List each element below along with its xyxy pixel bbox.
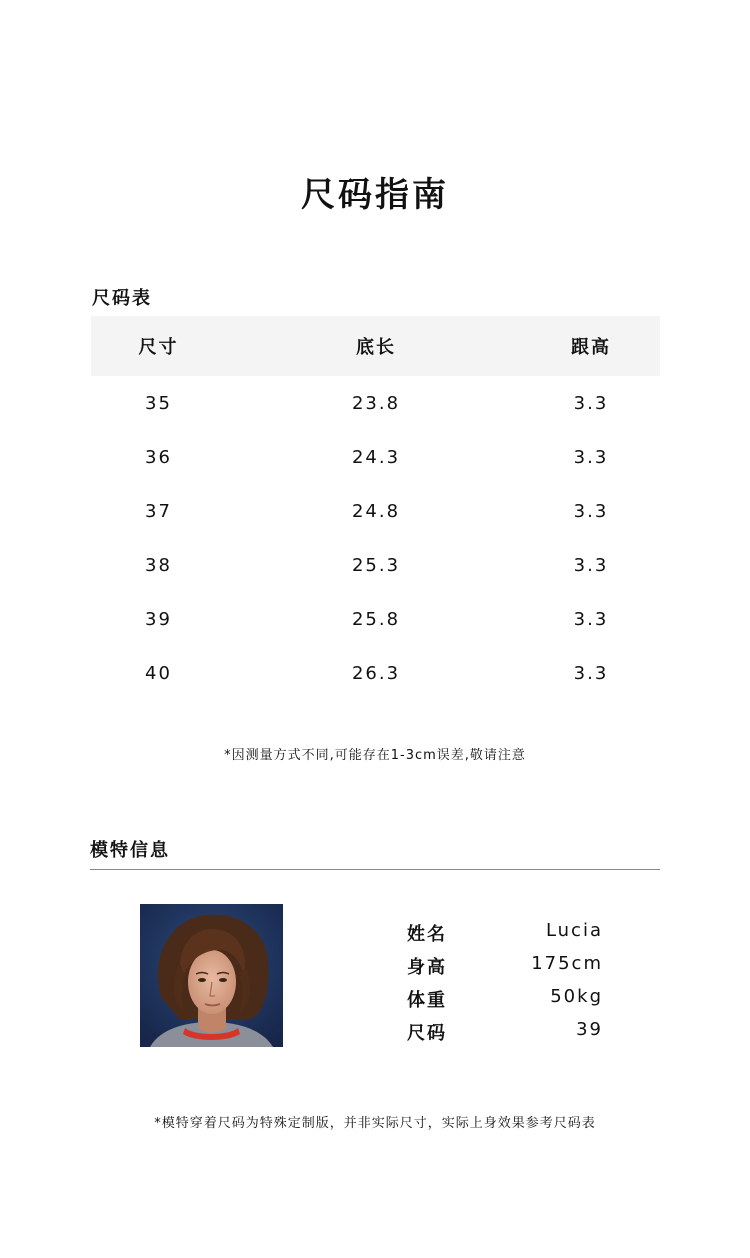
model-weight-label: 体重 xyxy=(407,990,447,1011)
model-photo xyxy=(140,904,283,1047)
cell-heel-height: 3.3 xyxy=(573,662,609,684)
cell-sole-length: 26.3 xyxy=(351,662,401,684)
cell-sole-length: 24.3 xyxy=(351,446,401,468)
table-header xyxy=(91,316,660,376)
model-height-value: 175cm xyxy=(531,953,603,974)
model-name-value: Lucia xyxy=(545,920,603,941)
table-row xyxy=(91,484,660,538)
model-weight-value: 50kg xyxy=(550,986,603,1007)
header-size: 尺寸 xyxy=(138,337,179,358)
header-sole-length: 底长 xyxy=(356,337,396,358)
model-note: *模特穿着尺码为特殊定制版，并非实际尺寸，实际上身效果参考尺码表 xyxy=(154,1116,596,1131)
table-row xyxy=(91,538,660,592)
table-row xyxy=(91,376,660,430)
cell-heel-height: 3.3 xyxy=(573,392,609,414)
page-title: 尺码指南 xyxy=(301,175,449,215)
size-table-heading: 尺码表 xyxy=(92,288,152,309)
table-row xyxy=(91,646,660,700)
size-table xyxy=(91,316,660,700)
model-size-value: 39 xyxy=(576,1019,603,1040)
cell-size: 39 xyxy=(145,608,172,630)
cell-heel-height: 3.3 xyxy=(573,500,609,522)
header-heel-height: 跟高 xyxy=(571,337,611,358)
cell-size: 38 xyxy=(145,554,172,576)
table-row xyxy=(91,592,660,646)
model-info-heading: 模特信息 xyxy=(90,840,170,861)
cell-sole-length: 25.8 xyxy=(351,608,401,630)
cell-heel-height: 3.3 xyxy=(573,608,609,630)
model-name-label: 姓名 xyxy=(407,924,447,945)
cell-sole-length: 24.8 xyxy=(351,500,401,522)
cell-sole-length: 23.8 xyxy=(351,392,401,414)
cell-heel-height: 3.3 xyxy=(573,554,609,576)
cell-size: 37 xyxy=(145,500,172,522)
section-divider xyxy=(90,869,660,870)
measurement-note: *因测量方式不同,可能存在1-3cm误差,敬请注意 xyxy=(224,748,526,763)
cell-size: 35 xyxy=(145,392,172,414)
cell-heel-height: 3.3 xyxy=(573,446,609,468)
model-height-label: 身高 xyxy=(407,957,447,978)
cell-size: 40 xyxy=(145,662,172,684)
cell-sole-length: 25.3 xyxy=(351,554,401,576)
model-size-label: 尺码 xyxy=(407,1023,447,1044)
table-row xyxy=(91,430,660,484)
cell-size: 36 xyxy=(145,446,172,468)
